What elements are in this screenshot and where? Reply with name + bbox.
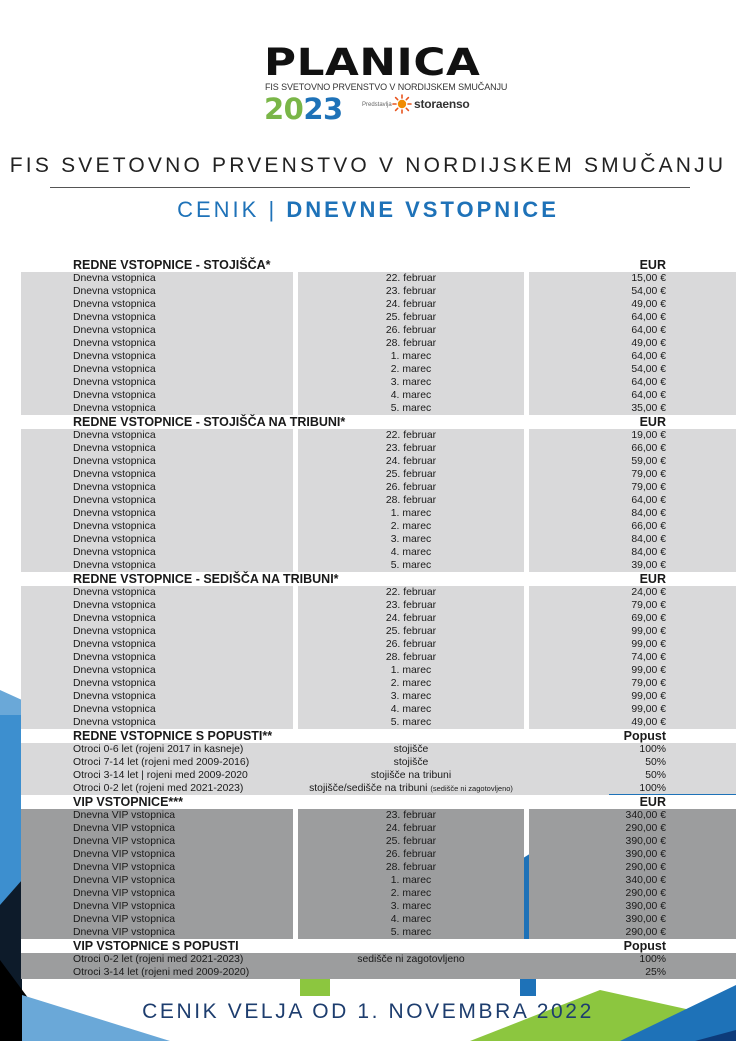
table-row (21, 900, 736, 913)
section-title: REDNE VSTOPNICE S POPUSTI** (73, 729, 273, 743)
ticket-date: 3. marec (390, 377, 432, 388)
ticket-name: Dnevna vstopnica (73, 312, 156, 323)
ticket-date: 2. marec (390, 364, 432, 375)
ticket-name: Dnevna vstopnica (73, 704, 156, 715)
discount-type-text: stojišče (393, 744, 429, 755)
ticket-date: 22. februar (385, 587, 437, 598)
discount-group: Otroci 0-6 let (rojeni 2017 in kasneje) (73, 744, 244, 755)
table-row (21, 311, 736, 324)
ticket-name: Dnevna VIP vstopnica (73, 810, 176, 821)
table-row (21, 861, 736, 874)
ticket-date: 28. februar (385, 862, 437, 873)
section-column-label: EUR (639, 795, 666, 809)
table-row (21, 559, 736, 572)
section-title: VIP VSTOPNICE*** (73, 795, 183, 809)
subtitle-right: DNEVNE VSTOPNICE (286, 197, 559, 222)
ticket-name: Dnevna VIP vstopnica (73, 888, 176, 899)
table-row (21, 533, 736, 546)
table-row (21, 703, 736, 716)
ticket-price: 84,00 € (631, 534, 666, 545)
table-row (21, 376, 736, 389)
discount-group: Otroci 3-14 let (rojeni med 2009-2020) (73, 967, 250, 978)
ticket-name: Dnevna vstopnica (73, 508, 156, 519)
subtitle-separator: | (268, 197, 278, 222)
ticket-date: 4. marec (390, 390, 432, 401)
table-row (21, 494, 736, 507)
vip-section (21, 809, 736, 939)
title-divider (50, 187, 690, 188)
ticket-price: 79,00 € (631, 600, 666, 611)
ticket-date: 5. marec (390, 717, 432, 728)
ticket-date: 23. februar (385, 286, 437, 297)
ticket-price: 290,00 € (625, 927, 666, 938)
ticket-price: 39,00 € (631, 560, 666, 571)
ticket-date: 24. februar (385, 823, 437, 834)
table-row (21, 429, 736, 442)
section-header (21, 729, 736, 743)
ticket-date: 1. marec (390, 351, 432, 362)
table-row (21, 324, 736, 337)
ticket-date: 23. februar (385, 443, 437, 454)
ticket-date: 26. februar (385, 482, 437, 493)
ticket-price: 390,00 € (625, 901, 666, 912)
discount-type-text: stojišče na tribuni (370, 770, 452, 781)
ticket-name: Dnevna vstopnica (73, 534, 156, 545)
ticket-name: Dnevna vstopnica (73, 403, 156, 414)
ticket-price: 74,00 € (631, 652, 666, 663)
ticket-price: 49,00 € (631, 299, 666, 310)
ticket-price: 54,00 € (631, 364, 666, 375)
ticket-name: Dnevna vstopnica (73, 600, 156, 611)
table-row (21, 848, 736, 861)
ticket-name: Dnevna vstopnica (73, 364, 156, 375)
ticket-price: 69,00 € (631, 613, 666, 624)
ticket-name: Dnevna VIP vstopnica (73, 862, 176, 873)
table-row (21, 612, 736, 625)
table-row (21, 756, 736, 769)
page-subtitle (0, 197, 736, 223)
ticket-date: 24. februar (385, 456, 437, 467)
table-row (21, 638, 736, 651)
discount-group: Otroci 0-2 let (rojeni med 2021-2023) (73, 954, 244, 965)
ticket-name: Dnevna vstopnica (73, 430, 156, 441)
ticket-name: Dnevna VIP vstopnica (73, 849, 176, 860)
table-row (21, 363, 736, 376)
table-row (21, 835, 736, 848)
ticket-price: 390,00 € (625, 914, 666, 925)
price-section (21, 272, 736, 415)
ticket-date: 1. marec (390, 665, 432, 676)
ticket-date: 28. februar (385, 652, 437, 663)
discount-type-text: stojišče/sedišče na tribuni (309, 783, 428, 794)
ticket-price: 390,00 € (625, 849, 666, 860)
table-row (21, 651, 736, 664)
table-row (21, 285, 736, 298)
ticket-price: 49,00 € (631, 338, 666, 349)
table-row (21, 664, 736, 677)
ticket-date: 24. februar (385, 299, 437, 310)
table-row (21, 913, 736, 926)
table-row (21, 677, 736, 690)
ticket-date: 4. marec (390, 704, 432, 715)
planica-logo (0, 40, 736, 130)
discount-ticket-type (298, 782, 524, 795)
ticket-price: 24,00 € (631, 587, 666, 598)
ticket-price: 19,00 € (631, 430, 666, 441)
price-section (21, 429, 736, 572)
discount-ticket-type (298, 743, 524, 756)
ticket-date: 22. februar (385, 273, 437, 284)
discount-group: Otroci 3-14 let | rojeni med 2009-2020 (73, 770, 248, 781)
section-title: REDNE VSTOPNICE - STOJIŠČA NA TRIBUNI* (73, 415, 346, 429)
ticket-name: Dnevna VIP vstopnica (73, 914, 176, 925)
ticket-name: Dnevna vstopnica (73, 299, 156, 310)
ticket-name: Dnevna VIP vstopnica (73, 927, 176, 938)
table-row (21, 455, 736, 468)
table-row (21, 468, 736, 481)
ticket-date: 23. februar (385, 810, 437, 821)
ticket-name: Dnevna vstopnica (73, 469, 156, 480)
ticket-date: 3. marec (390, 691, 432, 702)
ticket-price: 290,00 € (625, 823, 666, 834)
discount-value: 100% (639, 744, 666, 755)
table-row (21, 625, 736, 638)
discount-ticket-type (298, 756, 524, 769)
section-column-label: Popust (623, 939, 666, 953)
section-column-label: EUR (639, 572, 666, 586)
ticket-name: Dnevna vstopnica (73, 286, 156, 297)
logo-year-first: 20 (264, 92, 304, 126)
ticket-name: Dnevna VIP vstopnica (73, 823, 176, 834)
table-row (21, 809, 736, 822)
table-row (21, 874, 736, 887)
ticket-name: Dnevna vstopnica (73, 521, 156, 532)
ticket-price: 290,00 € (625, 862, 666, 873)
ticket-name: Dnevna vstopnica (73, 626, 156, 637)
price-section (21, 586, 736, 729)
table-row (21, 337, 736, 350)
discount-value: 50% (645, 757, 666, 768)
ticket-name: Dnevna VIP vstopnica (73, 901, 176, 912)
table-row (21, 442, 736, 455)
ticket-price: 390,00 € (625, 836, 666, 847)
ticket-price: 54,00 € (631, 286, 666, 297)
ticket-price: 99,00 € (631, 639, 666, 650)
presented-by-label: Predstavlja (362, 102, 392, 108)
discount-value: 100% (639, 783, 666, 794)
ticket-date: 28. februar (385, 495, 437, 506)
ticket-price: 66,00 € (631, 521, 666, 532)
ticket-date: 22. februar (385, 430, 437, 441)
table-row (21, 822, 736, 835)
ticket-name: Dnevna vstopnica (73, 495, 156, 506)
ticket-price: 59,00 € (631, 456, 666, 467)
ticket-date: 23. februar (385, 600, 437, 611)
ticket-date: 5. marec (390, 560, 432, 571)
discount-note: (sedišče ni zagotovljeno) (430, 784, 513, 793)
ticket-name: Dnevna vstopnica (73, 547, 156, 558)
discount-value: 50% (645, 770, 666, 781)
ticket-name: Dnevna vstopnica (73, 377, 156, 388)
ticket-name: Dnevna vstopnica (73, 652, 156, 663)
ticket-price: 64,00 € (631, 351, 666, 362)
ticket-name: Dnevna vstopnica (73, 613, 156, 624)
ticket-date: 28. februar (385, 338, 437, 349)
ticket-date: 25. februar (385, 836, 437, 847)
ticket-price: 64,00 € (631, 377, 666, 388)
table-row (21, 298, 736, 311)
page-title: FIS SVETOVNO PRVENSTVO V NORDIJSKEM SMUČANJU (9, 154, 727, 177)
ticket-name: Dnevna VIP vstopnica (73, 875, 176, 886)
ticket-date: 24. februar (385, 613, 437, 624)
ticket-price: 15,00 € (631, 273, 666, 284)
table-row (21, 743, 736, 756)
table-row (21, 966, 736, 979)
ticket-price: 79,00 € (631, 678, 666, 689)
ticket-price: 99,00 € (631, 626, 666, 637)
table-row (21, 887, 736, 900)
discount-type-text: stojišče (393, 757, 429, 768)
table-row (21, 716, 736, 729)
section-title: REDNE VSTOPNICE - SEDIŠČA NA TRIBUNI* (73, 572, 339, 586)
ticket-price: 35,00 € (631, 403, 666, 414)
ticket-name: Dnevna vstopnica (73, 482, 156, 493)
discount-value: 100% (639, 954, 666, 965)
ticket-price: 79,00 € (631, 482, 666, 493)
discount-ticket-type (298, 769, 524, 782)
table-row (21, 926, 736, 939)
logo-subline: FIS SVETOVNO PRVENSTVO V NORDIJSKEM SMUČANJU (265, 82, 508, 92)
ticket-date: 1. marec (390, 875, 432, 886)
ticket-name: Dnevna vstopnica (73, 443, 156, 454)
ticket-price: 84,00 € (631, 547, 666, 558)
ticket-name: Dnevna vstopnica (73, 587, 156, 598)
ticket-date: 25. februar (385, 469, 437, 480)
ticket-date: 5. marec (390, 927, 432, 938)
validity-footer: CENIK VELJA OD 1. NOVEMBRA 2022 (142, 1000, 594, 1023)
table-row (21, 507, 736, 520)
section-title: REDNE VSTOPNICE - STOJIŠČA* (73, 258, 271, 272)
ticket-price: 84,00 € (631, 508, 666, 519)
section-column-label: EUR (639, 415, 666, 429)
ticket-date: 2. marec (390, 888, 432, 899)
discount-section (21, 743, 736, 795)
ticket-name: Dnevna vstopnica (73, 691, 156, 702)
table-row (21, 599, 736, 612)
ticket-price: 99,00 € (631, 691, 666, 702)
discount-group: Otroci 0-2 let (rojeni med 2021-2023) (73, 783, 244, 794)
section-header (21, 572, 736, 586)
ticket-price: 64,00 € (631, 325, 666, 336)
logo-year-second: 23 (303, 92, 343, 126)
table-row (21, 690, 736, 703)
sponsor-wordmark: storaenso (414, 97, 470, 111)
discount-value: 25% (645, 967, 666, 978)
ticket-price: 64,00 € (631, 495, 666, 506)
vip-discount-section (21, 953, 736, 979)
table-row (21, 586, 736, 599)
ticket-price: 99,00 € (631, 704, 666, 715)
table-row (21, 389, 736, 402)
ticket-price: 99,00 € (631, 665, 666, 676)
ticket-name: Dnevna VIP vstopnica (73, 836, 176, 847)
price-tables (21, 258, 736, 979)
table-row (21, 546, 736, 559)
ticket-date: 4. marec (390, 547, 432, 558)
ticket-date: 5. marec (390, 403, 432, 414)
table-row (21, 520, 736, 533)
section-column-label: EUR (639, 258, 666, 272)
section-header (21, 258, 736, 272)
table-row (21, 402, 736, 415)
ticket-date: 26. februar (385, 325, 437, 336)
ticket-price: 340,00 € (625, 810, 666, 821)
ticket-date: 26. februar (385, 639, 437, 650)
ticket-price: 66,00 € (631, 443, 666, 454)
section-header (21, 415, 736, 429)
ticket-name: Dnevna vstopnica (73, 678, 156, 689)
ticket-name: Dnevna vstopnica (73, 325, 156, 336)
section-header (21, 795, 736, 809)
ticket-name: Dnevna vstopnica (73, 273, 156, 284)
ticket-name: Dnevna vstopnica (73, 338, 156, 349)
ticket-date: 1. marec (390, 508, 432, 519)
ticket-price: 79,00 € (631, 469, 666, 480)
section-title: VIP VSTOPNICE S POPUSTI (73, 939, 239, 953)
subtitle-left: CENIK (177, 197, 260, 222)
ticket-date: 2. marec (390, 678, 432, 689)
discount-group: Otroci 7-14 let (rojeni med 2009-2016) (73, 757, 250, 768)
ticket-name: Dnevna vstopnica (73, 456, 156, 467)
ticket-price: 290,00 € (625, 888, 666, 899)
ticket-name: Dnevna vstopnica (73, 639, 156, 650)
table-row (21, 481, 736, 494)
table-row (21, 350, 736, 363)
ticket-date: 26. februar (385, 849, 437, 860)
sun-icon (392, 94, 412, 114)
ticket-name: Dnevna vstopnica (73, 560, 156, 571)
section-header (21, 939, 736, 953)
logo-year (264, 92, 343, 126)
ticket-date: 4. marec (390, 914, 432, 925)
table-row (21, 769, 736, 782)
table-row (21, 953, 736, 966)
ticket-date: 25. februar (385, 626, 437, 637)
ticket-price: 49,00 € (631, 717, 666, 728)
ticket-price: 340,00 € (625, 875, 666, 886)
logo-wordmark: PLANICA (264, 41, 481, 84)
ticket-date: 3. marec (390, 901, 432, 912)
ticket-name: Dnevna vstopnica (73, 351, 156, 362)
ticket-date: 25. februar (385, 312, 437, 323)
ticket-name: Dnevna vstopnica (73, 665, 156, 676)
section-column-label: Popust (623, 729, 666, 743)
ticket-price: 64,00 € (631, 312, 666, 323)
discount-ticket-type: sedišče ni zagotovljeno (357, 954, 465, 965)
ticket-name: Dnevna vstopnica (73, 390, 156, 401)
ticket-date: 2. marec (390, 521, 432, 532)
ticket-name: Dnevna vstopnica (73, 717, 156, 728)
ticket-date: 3. marec (390, 534, 432, 545)
ticket-price: 64,00 € (631, 390, 666, 401)
table-row (21, 272, 736, 285)
